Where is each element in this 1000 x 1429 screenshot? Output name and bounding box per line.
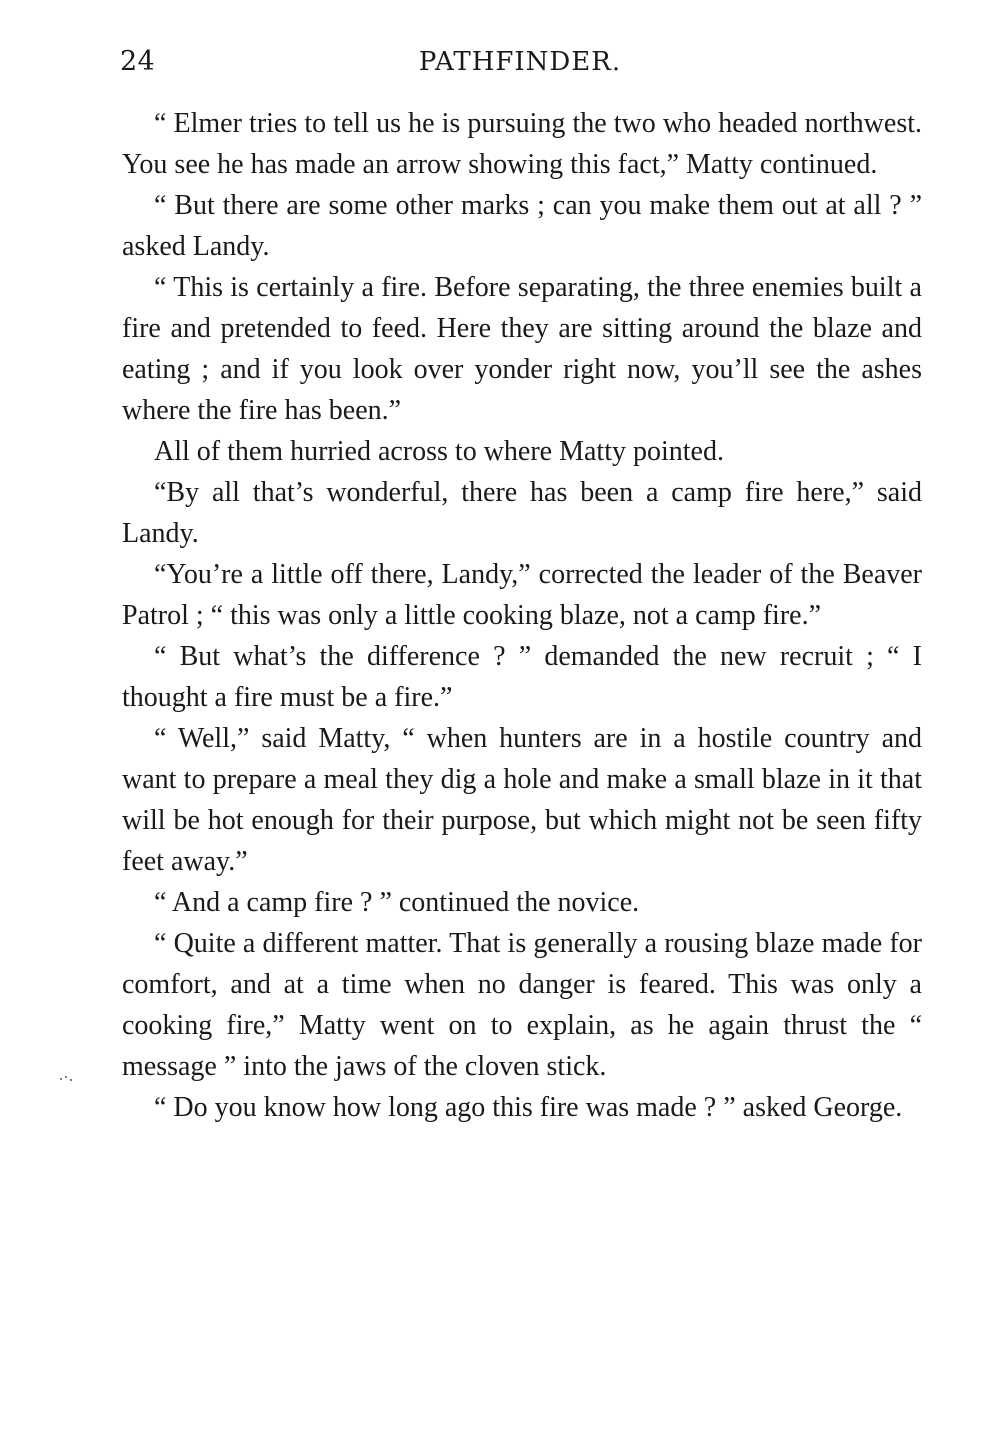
- page-number: 24: [120, 46, 156, 77]
- scan-speck-marks: [58, 1074, 76, 1084]
- body-text: [122, 103, 922, 1128]
- paragraph: “ Do you know how long ago this fire was made ? ” asked George.: [154, 1092, 903, 1123]
- paragraph: “ Quite a different matter. That is generally a rousing blaze made for comfort, and at a time when no danger is feared. This was only a cooking fire,” Matty went on to explain, as he again thrust the “ message ” into the jaws of the cloven stick.: [122, 928, 922, 1082]
- running-title: PATHFINDER.: [418, 47, 622, 77]
- paragraph: “You’re a little off there, Landy,” corrected the leader of the Beaver Patrol ; “ this was only a little cooking blaze, not a camp fire.”: [122, 559, 922, 631]
- paragraph: “By all that’s wonderful, there has been a camp fire here,” said Landy.: [122, 477, 922, 549]
- paragraph: “ But there are some other marks ; can you make them out at all ? ” asked Landy.: [122, 190, 922, 262]
- paragraph: “ This is certainly a fire. Before separating, the three enemies built a fire and pretended to feed. Here they are sitting around the blaze and eating ; and if you look over yonder right now, you’ll see the ashes where the fire has been.”: [122, 272, 922, 426]
- page-header: [120, 42, 920, 82]
- paragraph: “ But what’s the difference ? ” demanded the new recruit ; “ I thought a fire must be a fire.”: [122, 641, 922, 713]
- paragraph: All of them hurried across to where Matty pointed.: [154, 436, 724, 467]
- paragraph: “ And a camp fire ? ” continued the novice.: [154, 887, 640, 918]
- paragraph: “ Well,” said Matty, “ when hunters are in a hostile country and want to prepare a meal they dig a hole and make a small blaze in it that will be hot enough for their purpose, but which might not be seen fifty feet away.”: [122, 723, 922, 877]
- paragraph: “ Elmer tries to tell us he is pursuing the two who headed northwest. You see he has made an arrow showing this fact,” Matty continued.: [122, 108, 922, 180]
